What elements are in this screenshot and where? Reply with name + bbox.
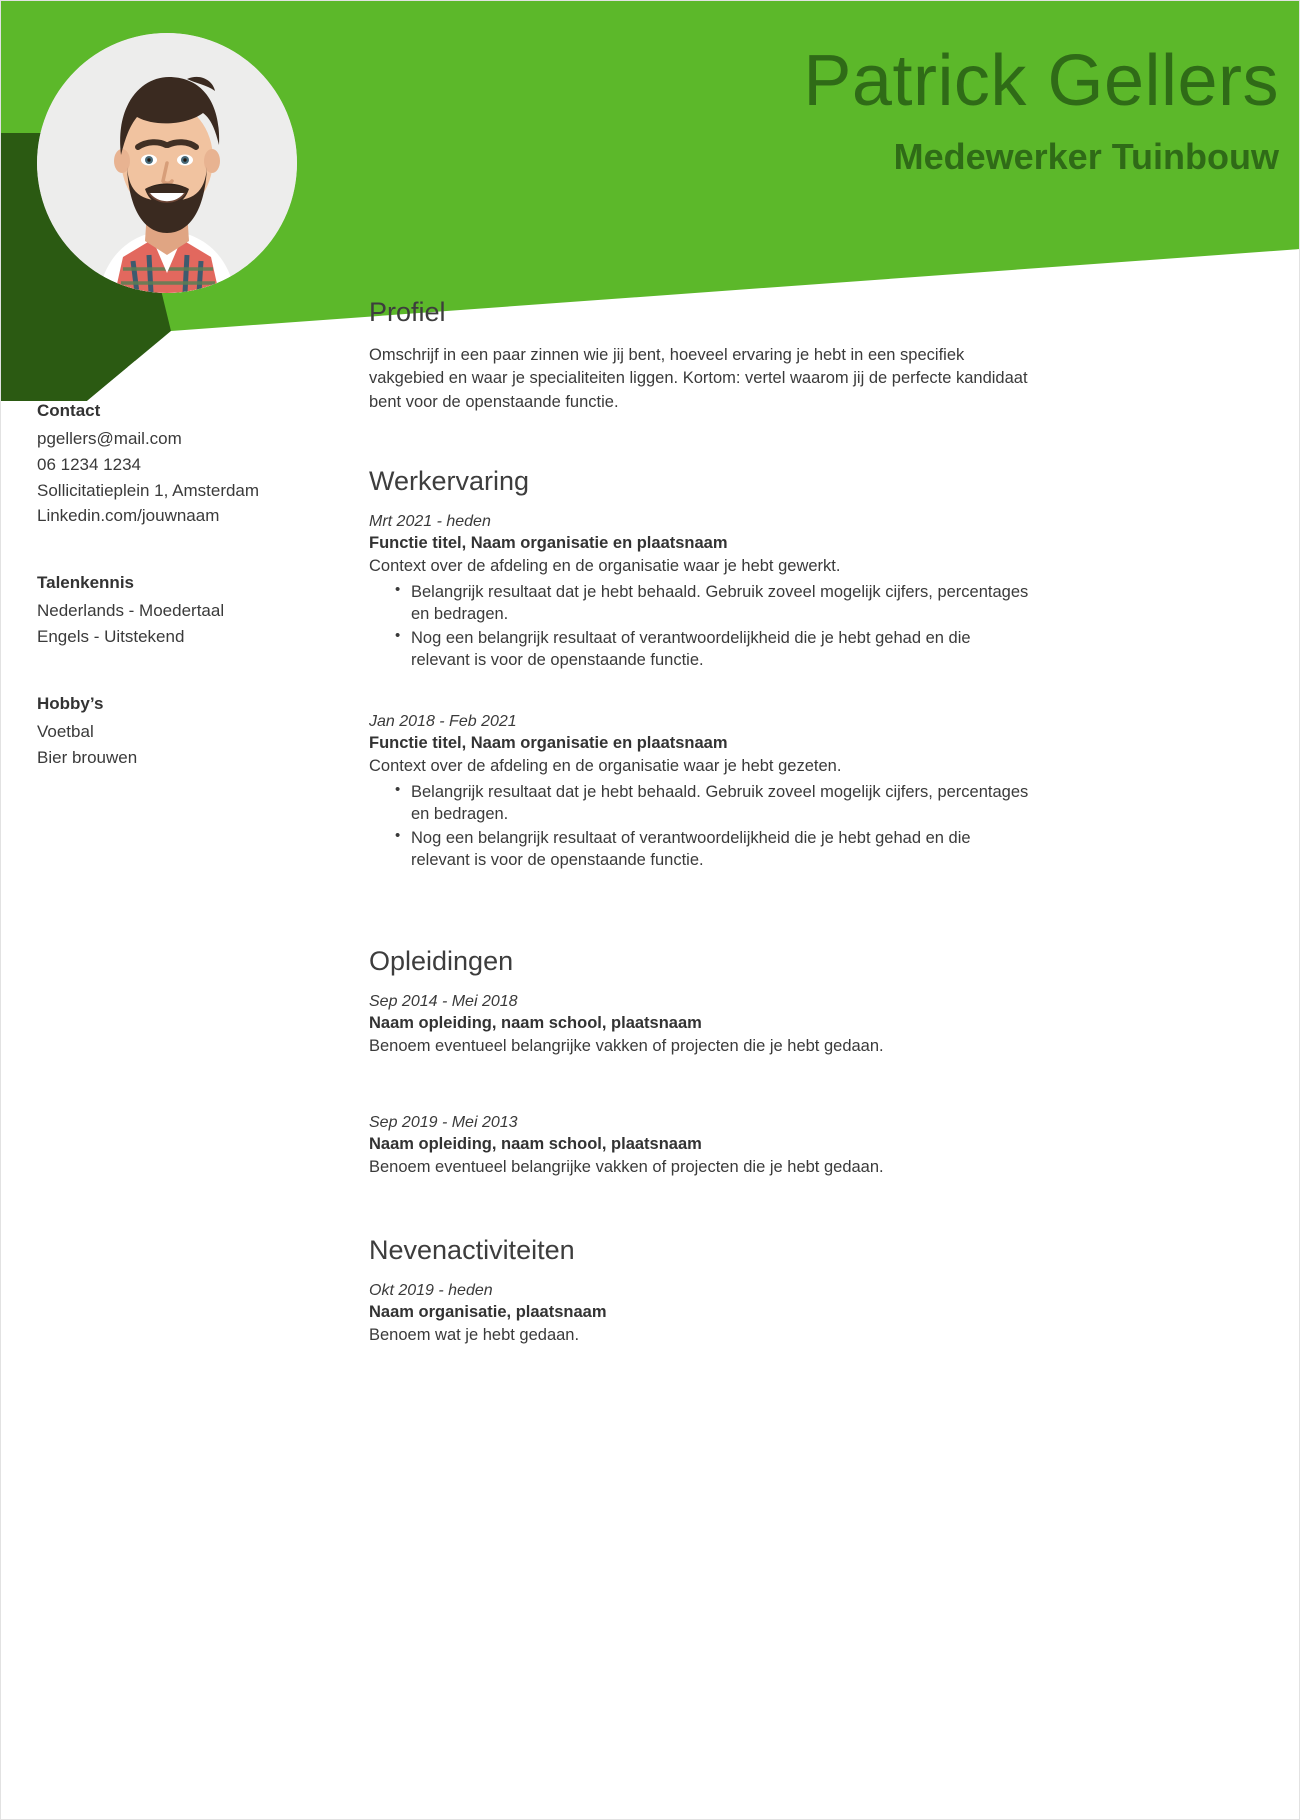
section-title-extracurricular: Nevenactiviteiten bbox=[369, 1235, 575, 1266]
section-work-experience bbox=[369, 466, 1029, 871]
sidebar-section-languages bbox=[37, 573, 337, 650]
education-entry bbox=[369, 1114, 1029, 1179]
header-name-block bbox=[803, 41, 1279, 177]
spacer bbox=[369, 1205, 1029, 1235]
spacer bbox=[369, 697, 1029, 713]
languages-heading: Talenkennis bbox=[37, 573, 134, 593]
extracurricular-entry bbox=[369, 1282, 1029, 1347]
contact-email[interactable]: pgellers@mail.com bbox=[37, 429, 182, 448]
education-entry-date: Sep 2019 - Mei 2013 bbox=[369, 1114, 518, 1132]
spacer bbox=[369, 1084, 1029, 1114]
job-title: Medewerker Tuinbouw bbox=[893, 136, 1279, 177]
work-entry bbox=[369, 713, 1029, 871]
extracurricular-entry-date: Okt 2019 - heden bbox=[369, 1282, 493, 1300]
section-extracurricular bbox=[369, 1235, 1029, 1347]
work-entry bbox=[369, 513, 1029, 671]
education-entry-date: Sep 2014 - Mei 2018 bbox=[369, 992, 518, 1010]
work-entry-title: Functie titel, Naam organisatie en plaatsnaam bbox=[369, 734, 728, 753]
language-item: Nederlands - Moedertaal bbox=[37, 601, 225, 621]
education-entry-title: Naam opleiding, naam school, plaatsnaam bbox=[369, 1013, 702, 1032]
section-title-education: Opleidingen bbox=[369, 945, 514, 976]
list-item: • Belangrijk resultaat dat je hebt behaald. Gebruik zoveel mogelijk cijfers, percentages en bedragen. bbox=[395, 781, 1029, 826]
work-entry-context: Context over de afdeling en de organisatie waar je hebt gezeten. bbox=[369, 757, 842, 776]
profile-body: Omschrijf in een paar zinnen wie jij bent, hoeveel ervaring je hebt in een specifiek vakgebied en waar je specialiteiten liggen. Kortom: vertel waarom jij de perfecte kandidaat bent voor de openstaande functie. bbox=[369, 346, 1028, 411]
work-entry-title: Functie titel, Naam organisatie en plaatsnaam bbox=[369, 534, 728, 553]
main-content bbox=[369, 297, 1029, 1374]
education-entry bbox=[369, 993, 1029, 1058]
education-entry-context: Benoem eventueel belangrijke vakken of projecten die je hebt gedaan. bbox=[369, 1036, 884, 1055]
page-title: Patrick Gellers bbox=[803, 41, 1279, 121]
spacer bbox=[369, 418, 1029, 466]
sidebar-section-contact bbox=[37, 401, 337, 529]
education-entry-context: Benoem eventueel belangrijke vakken of projecten die je hebt gedaan. bbox=[369, 1158, 884, 1177]
spacer bbox=[369, 898, 1029, 946]
list-item: • Nog een belangrijk resultaat of verantwoordelijkheid die je hebt gehad en die relevant is voor de openstaande functie. bbox=[395, 627, 1029, 672]
contact-address: Sollicitatieplein 1, Amsterdam bbox=[37, 480, 260, 500]
sidebar-section-hobbies bbox=[37, 694, 337, 771]
education-entry-title: Naam opleiding, naam school, plaatsnaam bbox=[369, 1135, 702, 1154]
work-entry-context: Context over de afdeling en de organisatie waar je hebt gewerkt. bbox=[369, 557, 841, 576]
work-entry-bullets bbox=[369, 581, 1029, 672]
list-item: • Nog een belangrijk resultaat of verantwoordelijkheid die je hebt gehad en die relevant is voor de openstaande functie. bbox=[395, 827, 1029, 872]
list-item: • Belangrijk resultaat dat je hebt behaald. Gebruik zoveel mogelijk cijfers, percentages en bedragen. bbox=[395, 581, 1029, 626]
extracurricular-entry-context: Benoem wat je hebt gedaan. bbox=[369, 1326, 580, 1345]
work-entry-date: Jan 2018 - Feb 2021 bbox=[369, 713, 517, 731]
work-entry-date: Mrt 2021 - heden bbox=[369, 513, 491, 531]
profile-photo-illustration bbox=[37, 33, 297, 293]
section-title-work-experience: Werkervaring bbox=[369, 466, 530, 497]
work-entry-bullets bbox=[369, 781, 1029, 872]
section-title-profile: Profiel bbox=[369, 297, 446, 327]
section-profile bbox=[369, 297, 1029, 414]
avatar bbox=[37, 33, 297, 293]
language-item: Engels - Uitstekend bbox=[37, 627, 185, 647]
contact-phone[interactable]: 06 1234 1234 bbox=[37, 454, 141, 474]
hobby-item: Bier brouwen bbox=[37, 747, 138, 767]
sidebar bbox=[37, 401, 337, 815]
section-education bbox=[369, 946, 1029, 1180]
hobby-item: Voetbal bbox=[37, 721, 94, 741]
contact-heading: Contact bbox=[37, 401, 101, 420]
contact-linkedin[interactable]: Linkedin.com/jouwnaam bbox=[37, 506, 220, 526]
hobbies-heading: Hobby’s bbox=[37, 693, 104, 713]
extracurricular-entry-title: Naam organisatie, plaatsnaam bbox=[369, 1303, 607, 1322]
